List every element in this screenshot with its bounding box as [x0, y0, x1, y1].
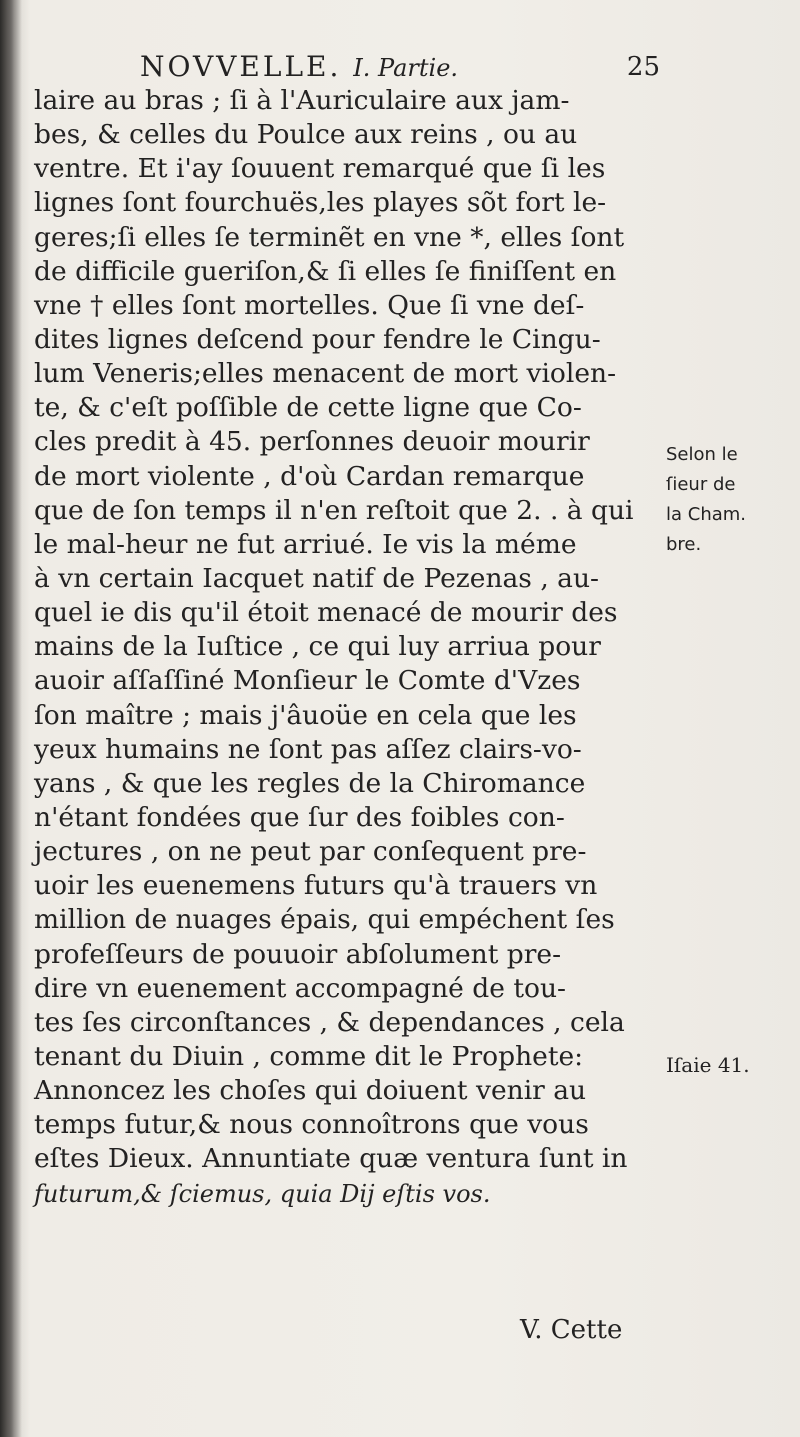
text-line: dites lignes deſcend pour fendre le Cingu-	[34, 323, 601, 355]
text-line: yeux humains ne ſont pas aſſez clairs-vo-	[34, 733, 582, 765]
text-line: le mal-heur ne fut arriué. Ie vis la méme	[34, 528, 577, 560]
margin-note-line: la Cham.	[666, 504, 747, 525]
running-title: NOVVELLE.	[140, 50, 342, 83]
text-line: lum Veneris;elles menacent de mort violen-	[34, 358, 617, 390]
text-line: eſtes Dieux. Annuntiate quæ ventura ſunt in	[34, 1143, 628, 1175]
text-line: uoir les euenemens futurs qu'à trauers vn	[34, 870, 598, 902]
text-line: million de nuages épais, qui empéchent ſes	[34, 904, 615, 936]
text-line: de mort violente , d'où Cardan remarque	[34, 460, 585, 492]
text-line: laire au bras ; ſi à l'Auriculaire aux jam-	[34, 85, 570, 116]
margin-note-isaie	[666, 1050, 796, 1080]
text-line: de difficile gueriſon,& ſi elles ſe finiſſent en	[34, 255, 617, 287]
text-line: tes ſes circonſtances , & dependances , cela	[34, 1006, 625, 1038]
page-number: 25	[626, 52, 660, 82]
text-line-latin: futurum,& ſciemus, quia Dij eſtis vos.	[34, 1179, 491, 1208]
margin-note-line: bre.	[666, 534, 702, 555]
text-line: Annoncez les choſes qui doiuent venir au	[34, 1075, 587, 1107]
text-line: quel ie dis qu'il étoit menacé de mourir des	[34, 597, 618, 629]
text-line: mains de la Iuſtice , ce qui luy arriua pour	[34, 631, 601, 663]
text-line: profeſſeurs de pouuoir abſolument pre-	[34, 938, 562, 970]
text-line: ſon maître ; mais j'âuoüe en cela que les	[34, 699, 577, 731]
text-line: ventre. Et i'ay ſouuent remarqué que ſi les	[34, 153, 606, 185]
text-line: tenant du Diuin , comme dit le Prophete:	[34, 1040, 584, 1072]
margin-note-line: ſieur de	[666, 474, 736, 495]
text-line: vne † elles ſont mortelles. Que ſi vne deſ-	[34, 289, 585, 321]
text-line: geres;ſi elles ſe terminẽt en vne *, elles ſont	[34, 221, 625, 253]
part-label: I. Partie.	[353, 54, 459, 82]
text-line: à vn certain Iacquet natif de Pezenas , au-	[34, 562, 600, 594]
text-line: cles predit à 45. perſonnes deuoir mourir	[34, 426, 590, 458]
margin-note-selon	[666, 440, 796, 560]
text-line: bes, & celles du Poulce aux reins , ou au	[34, 119, 578, 151]
margin-note-line: Selon le	[666, 444, 738, 465]
text-line: n'étant fondées que ſur des foibles con-	[34, 801, 565, 833]
text-line: jectures , on ne peut par conſequent pre-	[34, 836, 587, 868]
page-gutter-shadow	[0, 0, 22, 1437]
catchword: V. Cette	[520, 1315, 623, 1345]
margin-note-line: Iſaie 41.	[666, 1053, 750, 1077]
text-line: te, & c'eſt poſſible de cette ligne que Co-	[34, 392, 582, 424]
text-line: que de ſon temps il n'en reſtoit que 2. . à qui	[34, 494, 634, 526]
text-block	[34, 84, 654, 1211]
text-line: temps futur,& nous connoîtrons que vous	[34, 1109, 589, 1141]
text-line: lignes ſont fourchuës,les playes sõt fort le-	[34, 187, 607, 219]
text-line: dire vn euenement accompagné de tou-	[34, 972, 566, 1004]
text-line: auoir aſſaſſiné Monſieur le Comte d'Vzes	[34, 665, 581, 697]
text-line: yans , & que les regles de la Chiromance	[34, 767, 586, 799]
